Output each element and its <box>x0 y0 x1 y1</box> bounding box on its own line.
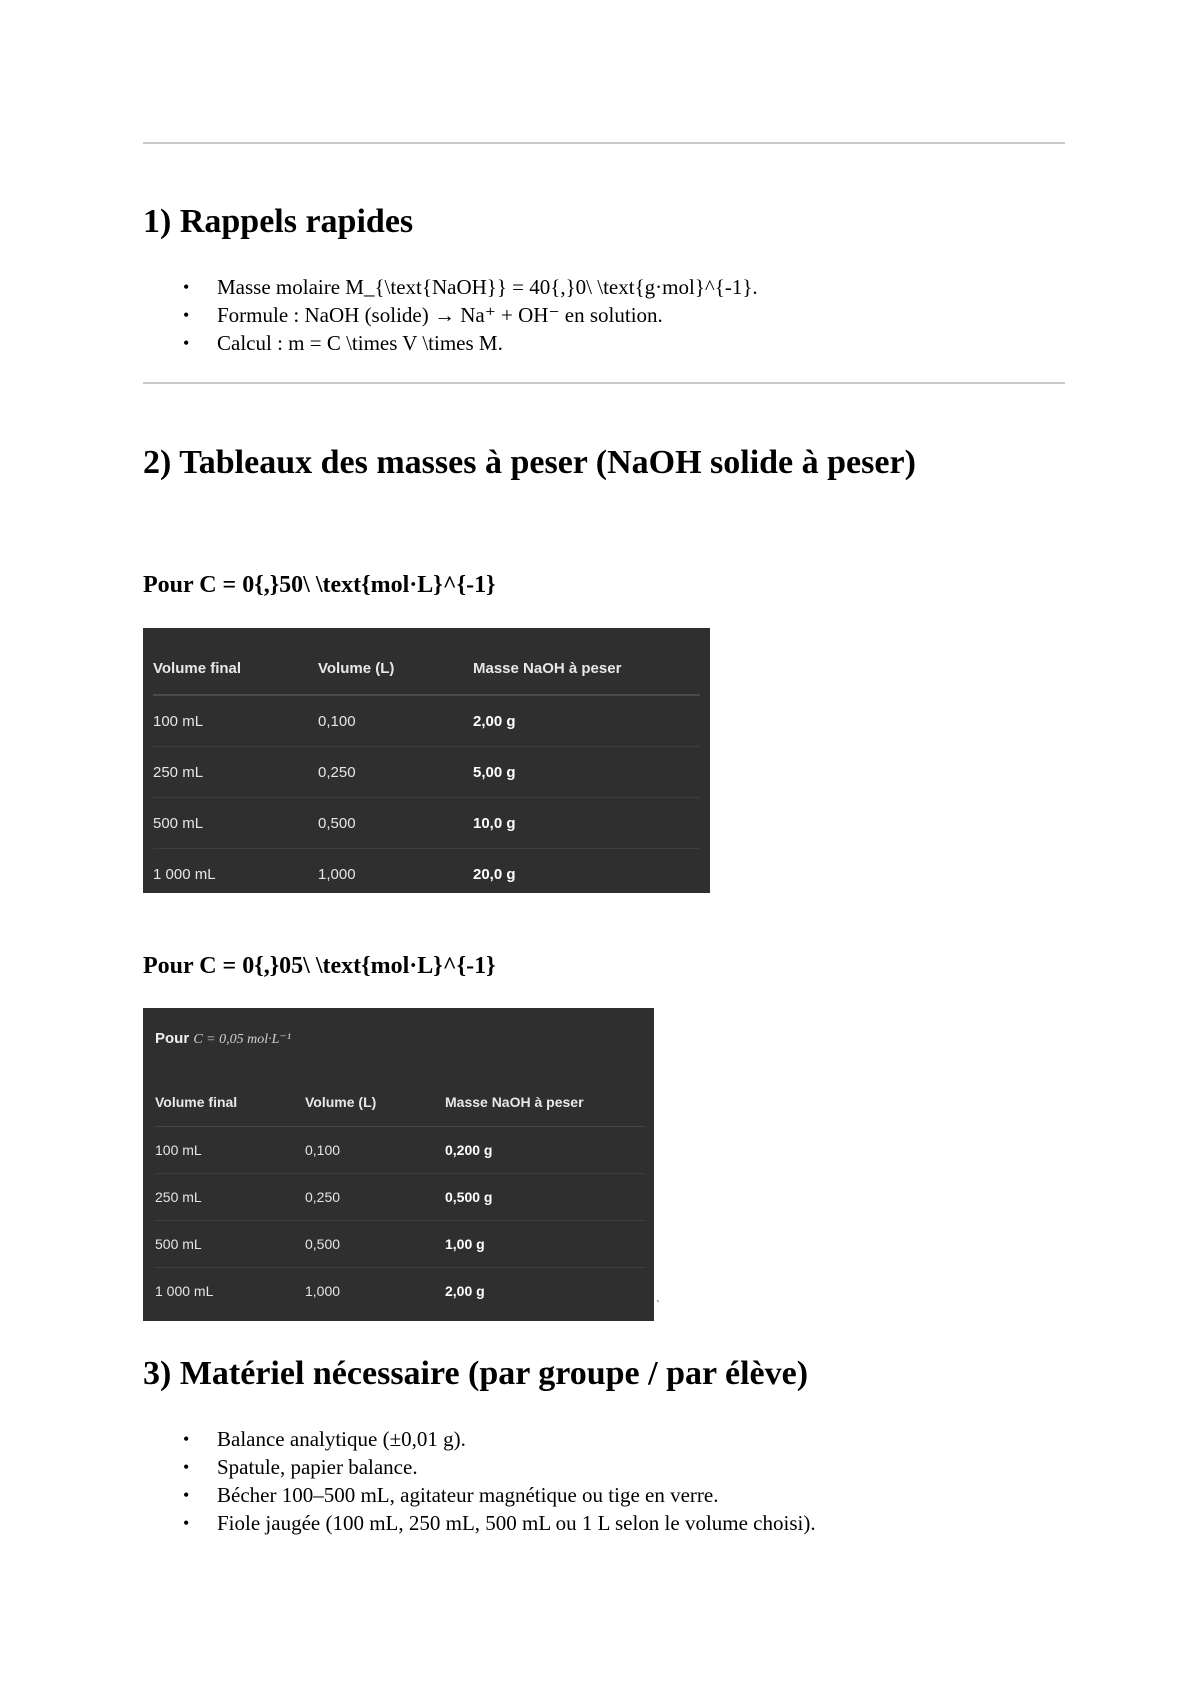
table-row <box>155 1174 645 1221</box>
section-heading-rappels: 1) Rappels rapides <box>143 203 414 240</box>
table-cell: 1 000 mL <box>155 1283 214 1299</box>
table-row <box>155 1268 645 1315</box>
table-row <box>153 747 700 798</box>
table-cell: 20,0 g <box>473 865 516 883</box>
bullet-icon: • <box>183 305 190 325</box>
table-cell: 0,250 <box>305 1174 445 1221</box>
section-heading-tableaux: 2) Tableaux des masses à peser (NaOH solide à peser) <box>143 444 916 481</box>
horizontal-rule <box>143 142 1065 144</box>
table-row <box>153 798 700 849</box>
table-cell: 0,500 <box>318 798 473 849</box>
table-cell: 0,200 g <box>445 1127 645 1174</box>
column-header: Volume (L) <box>318 642 473 695</box>
mass-table-c005 <box>143 1008 654 1321</box>
subheading-c050: Pour C = 0{,}50\ \text{mol·L}^{-1} <box>143 572 496 598</box>
table-cell: 100 mL <box>153 695 318 747</box>
table-cell: 0,500 <box>305 1221 445 1268</box>
column-header: Volume final <box>155 1078 305 1127</box>
table-caption: Pour C = 0,05 mol·L⁻¹ <box>155 1030 292 1047</box>
bullet-icon: • <box>183 1457 190 1477</box>
table-cell: 250 mL <box>153 747 318 798</box>
bullet-icon: • <box>183 1513 190 1533</box>
table-cell: 0,250 <box>318 747 473 798</box>
table-cell: 1 000 mL <box>153 865 216 883</box>
table-row <box>153 695 700 747</box>
table-cell: 1,000 <box>305 1283 341 1299</box>
table-cell: 0,100 <box>305 1127 445 1174</box>
table-cell: 2,00 g <box>445 1283 485 1299</box>
table-cell: 10,0 g <box>473 798 700 849</box>
column-header: Volume (L) <box>305 1078 445 1127</box>
table-cell: 0,500 g <box>445 1174 645 1221</box>
section-heading-materiel: 3) Matériel nécessaire (par groupe / par élève) <box>143 1355 809 1392</box>
table-cell: 250 mL <box>155 1174 305 1221</box>
bullet-icon: • <box>183 277 190 297</box>
list-item: • Balance analytique (±0,01 g). <box>183 1427 466 1451</box>
list-item: • Calcul : m = C \times V \times M. <box>183 331 503 355</box>
column-header: Masse NaOH à peser <box>473 642 700 695</box>
table-cell: 100 mL <box>155 1127 305 1174</box>
stray-mark: ` <box>656 1298 660 1312</box>
table-cell: 500 mL <box>153 798 318 849</box>
subheading-c005: Pour C = 0{,}05\ \text{mol·L}^{-1} <box>143 953 496 979</box>
column-header: Volume final <box>153 642 318 695</box>
materiel-list <box>143 1425 816 1537</box>
table-cell: 1,000 <box>318 865 356 883</box>
column-header: Masse NaOH à peser <box>445 1078 645 1127</box>
table-cell: 5,00 g <box>473 747 700 798</box>
table-row <box>153 849 700 900</box>
list-item: • Spatule, papier balance. <box>183 1455 418 1479</box>
table-row <box>155 1127 645 1174</box>
horizontal-rule <box>143 382 1065 384</box>
table-header-row <box>155 1078 645 1127</box>
list-item: • Fiole jaugée (100 mL, 250 mL, 500 mL ou 1 L selon le volume choisi). <box>183 1511 816 1535</box>
table-cell: 2,00 g <box>473 695 700 747</box>
bullet-icon: • <box>183 1485 190 1505</box>
bullet-icon: • <box>183 333 190 353</box>
rappels-list <box>143 273 758 357</box>
list-item: • Formule : NaOH (solide) → Na⁺ + OH⁻ en solution. <box>183 303 663 327</box>
table-cell: 0,100 <box>318 695 473 747</box>
list-item: • Masse molaire M_{\text{NaOH}} = 40{,}0\ \text{g·mol}^{-1}. <box>183 275 758 299</box>
table-cell: 1,00 g <box>445 1221 645 1268</box>
table-header-row <box>153 642 700 695</box>
bullet-icon: • <box>183 1429 190 1449</box>
list-item: • Bécher 100–500 mL, agitateur magnétique ou tige en verre. <box>183 1483 719 1507</box>
table-row <box>155 1221 645 1268</box>
mass-table-c050 <box>143 628 710 893</box>
table-cell: 500 mL <box>155 1221 305 1268</box>
